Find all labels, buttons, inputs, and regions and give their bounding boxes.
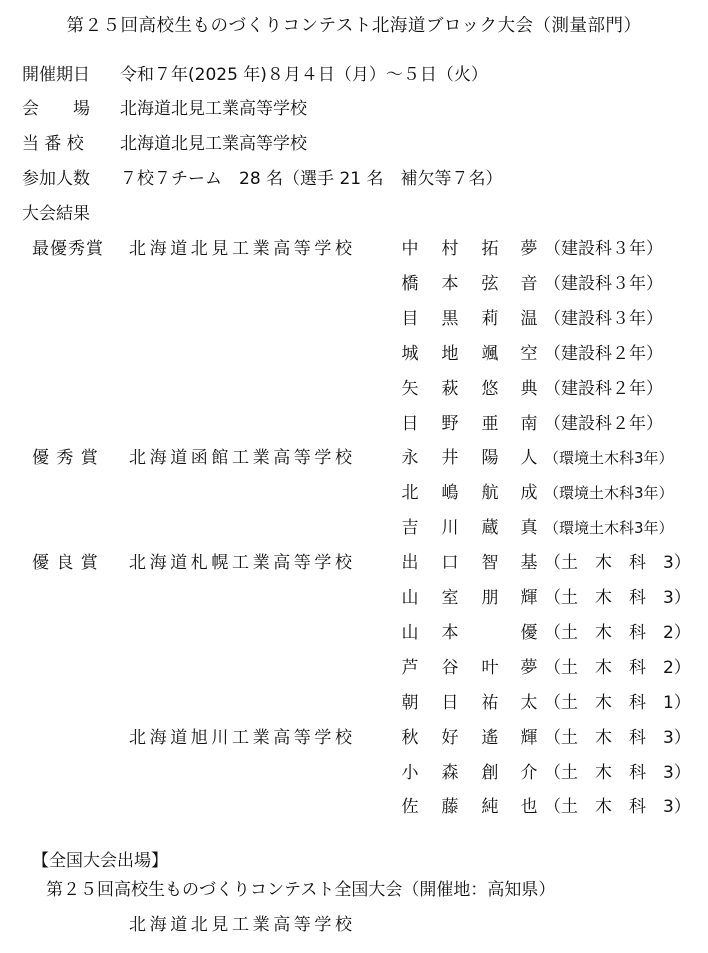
member-name-char: 山 — [401, 623, 419, 643]
school-name: 北海道札幌工業高等学校 — [129, 553, 356, 573]
info-value: 北海道北見工業高等学校 — [120, 99, 307, 119]
school-name: 北海道北見工業高等学校 — [129, 239, 356, 259]
member-name-char: 人 — [520, 448, 538, 468]
info-label: 当 番 校 — [22, 134, 84, 154]
member-name-char: 基 — [520, 553, 538, 573]
member-name-char: 輝 — [520, 588, 538, 608]
member-name-char: 創 — [481, 763, 499, 783]
award-label: 優 秀 賞 — [32, 448, 99, 468]
member-dept: （土 木 科 1） — [544, 693, 691, 713]
member-name-char: 川 — [441, 518, 459, 538]
member-name-char: 口 — [441, 553, 459, 573]
member-dept: （土 木 科 3） — [544, 797, 691, 817]
member-name-char: 芦 — [401, 658, 419, 678]
member-dept: （土 木 科 3） — [544, 553, 691, 573]
member-name-char: 遙 — [481, 728, 499, 748]
member-name-char: 目 — [401, 309, 419, 329]
member-name-char: 温 — [520, 309, 538, 329]
info-label: 開催期日 — [22, 65, 90, 85]
member-name-char: 永 — [401, 448, 419, 468]
member-name-char: 嶋 — [441, 483, 459, 503]
member-dept: （環境土木科3年） — [544, 484, 674, 502]
member-name-char: 北 — [401, 483, 419, 503]
member-name-char: 莉 — [481, 309, 499, 329]
member-name-char: 悠 — [481, 379, 499, 399]
member-name-char: 亜 — [481, 414, 499, 434]
member-name-char: 典 — [520, 379, 538, 399]
national-heading: 【全国大会出場】 — [32, 851, 168, 871]
award-label: 優 良 賞 — [32, 553, 99, 573]
member-name-char: 純 — [481, 797, 499, 817]
member-dept: （建設科２年） — [544, 344, 663, 364]
member-name-char: 祐 — [481, 693, 499, 713]
member-dept: （土 木 科 3） — [544, 763, 691, 783]
member-name-char: 井 — [441, 448, 459, 468]
member-dept: （建設科２年） — [544, 414, 663, 434]
member-name-char: 野 — [441, 414, 459, 434]
info-label: 会 場 — [22, 99, 90, 119]
info-value: 令和７年(2025 年)８月４日（月）～５日（火） — [120, 65, 488, 85]
member-name-char: 地 — [441, 344, 459, 364]
member-name-char: 本 — [441, 274, 459, 294]
national-event: 第２５回高校生ものづくりコンテスト全国大会（開催地：高知県） — [46, 880, 556, 900]
member-name-char: 朋 — [481, 588, 499, 608]
school-name: 北海道旭川工業高等学校 — [129, 728, 356, 748]
member-name-char: 日 — [401, 414, 419, 434]
member-name-char: 室 — [441, 588, 459, 608]
member-name-char: 叶 — [481, 658, 499, 678]
member-name-char: 矢 — [401, 379, 419, 399]
member-name-char: 森 — [441, 763, 459, 783]
member-name-char: 弦 — [481, 274, 499, 294]
member-name-char: 日 — [441, 693, 459, 713]
member-name-char: 介 — [520, 763, 538, 783]
member-dept: （土 木 科 2） — [544, 658, 691, 678]
member-name-char: 夢 — [520, 239, 538, 259]
member-name-char: 城 — [401, 344, 419, 364]
member-name-char: 本 — [441, 623, 459, 643]
member-name-char: 好 — [441, 728, 459, 748]
member-name-char: 拓 — [481, 239, 499, 259]
member-dept: （環境土木科3年） — [544, 449, 674, 467]
member-name-char: 出 — [401, 553, 419, 573]
page-title: 第２５回高校生ものづくりコンテスト北海道ブロック大会（測量部門） — [66, 16, 642, 36]
member-name-char: 陽 — [481, 448, 499, 468]
member-name-char: 音 — [520, 274, 538, 294]
member-name-char: 優 — [520, 623, 538, 643]
member-name-char: 太 — [520, 693, 538, 713]
member-name-char: 山 — [401, 588, 419, 608]
member-name-char: 吉 — [401, 518, 419, 538]
member-name-char: 夢 — [520, 658, 538, 678]
member-dept: （建設科３年） — [544, 239, 663, 259]
member-name-char: 空 — [520, 344, 538, 364]
member-name-char: 村 — [441, 239, 459, 259]
national-school: 北海道北見工業高等学校 — [129, 915, 356, 935]
member-name-char: 秋 — [401, 728, 419, 748]
member-name-char: 也 — [520, 797, 538, 817]
member-name-char: 真 — [520, 518, 538, 538]
member-name-char: 輝 — [520, 728, 538, 748]
member-dept: （土 木 科 3） — [544, 588, 691, 608]
member-name-char: 智 — [481, 553, 499, 573]
award-label: 最優秀賞 — [32, 239, 104, 259]
member-name-char: 萩 — [441, 379, 459, 399]
member-dept: （建設科３年） — [544, 309, 663, 329]
info-value: ７校７チーム 28 名（選手 21 名 補欠等７名） — [120, 169, 503, 189]
member-name-char: 藤 — [441, 797, 459, 817]
member-name-char: 成 — [520, 483, 538, 503]
member-dept: （建設科３年） — [544, 274, 663, 294]
member-dept: （土 木 科 2） — [544, 623, 691, 643]
member-name-char: 小 — [401, 763, 419, 783]
school-name: 北海道函館工業高等学校 — [129, 448, 356, 468]
member-name-char: 谷 — [441, 658, 459, 678]
info-label: 参加人数 — [22, 169, 90, 189]
member-name-char: 朝 — [401, 693, 419, 713]
member-name-char: 黒 — [441, 309, 459, 329]
member-name-char: 航 — [481, 483, 499, 503]
member-name-char: 佐 — [401, 797, 419, 817]
member-dept: （建設科２年） — [544, 379, 663, 399]
member-dept: （土 木 科 3） — [544, 728, 691, 748]
member-name-char: 中 — [401, 239, 419, 259]
member-dept: （環境土木科3年） — [544, 519, 674, 537]
member-name-char: 橋 — [401, 274, 419, 294]
member-name-char: 蔵 — [481, 518, 499, 538]
info-label: 大会結果 — [22, 204, 90, 224]
member-name-char: 南 — [520, 414, 538, 434]
member-name-char: 颯 — [481, 344, 499, 364]
info-value: 北海道北見工業高等学校 — [120, 134, 307, 154]
